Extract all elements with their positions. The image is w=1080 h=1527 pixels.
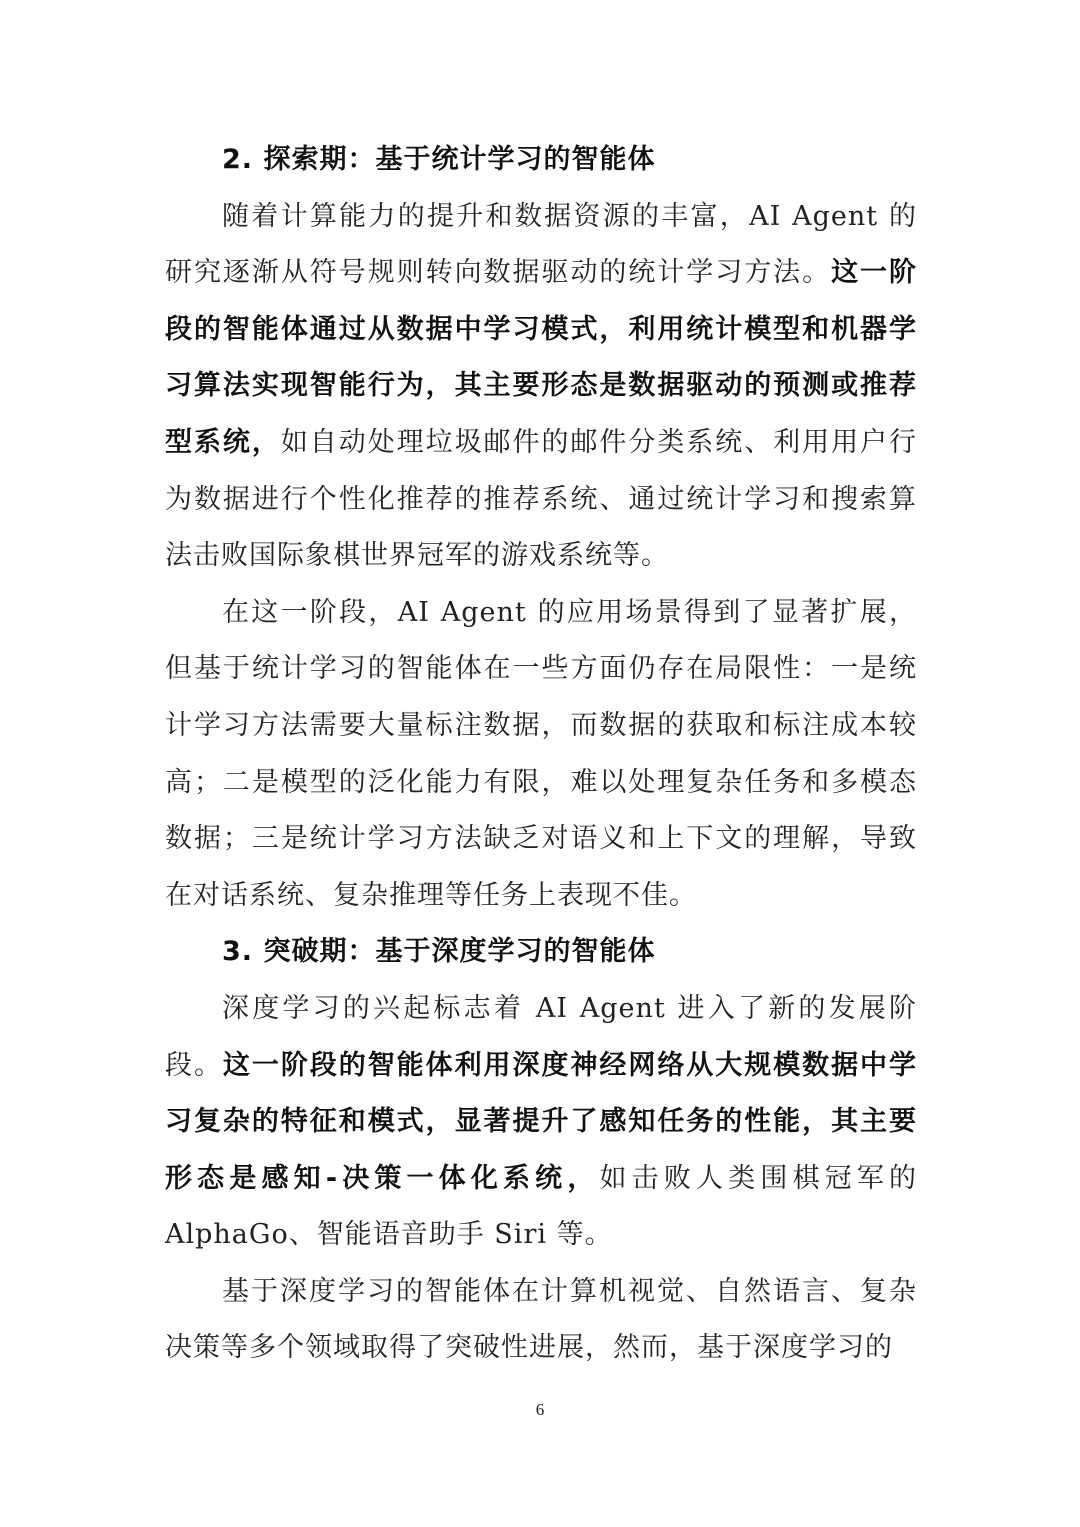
paragraph-text: 随着计算能力的提升和数据资源的丰富，AI Agent 的研究逐渐从符号规则转向数据驱动的统计学习方法。 bbox=[165, 200, 917, 289]
page-number: 6 bbox=[535, 1400, 545, 1419]
paragraph-deep-learning-intro bbox=[165, 981, 917, 1264]
section-heading-breakthrough: 3. 突破期：基于深度学习的智能体 bbox=[222, 936, 656, 968]
page-body bbox=[165, 132, 917, 1377]
paragraph-text: 深度学习的兴起标志着 AI Agent 进入了新的发展阶段。 bbox=[165, 992, 917, 1081]
paragraph-text: 如自动处理垃圾邮件的邮件分类系统、利用用户行为数据进行个性化推荐的推荐系统、通过统计学习和搜索算法击败国际象棋世界冠军的游戏系统等。 bbox=[165, 426, 918, 572]
paragraph-deep-learning-progress: 基于深度学习的智能体在计算机视觉、自然语言、复杂决策等多个领域取得了突破性进展，然而，基于深度学习的 bbox=[165, 1275, 917, 1364]
paragraph-statistical-learning-intro bbox=[165, 189, 917, 585]
paragraph-statistical-learning-limitations: 在这一阶段，AI Agent 的应用场景得到了显著扩展，但基于统计学习的智能体在一些方面仍存在局限性：一是统计学习方法需要大量标注数据，而数据的获取和标注成本较高；二是模型的泛化能力有限，难以处理复杂任务和多模态数据；三是统计学习方法缺乏对语义和上下文的理解，导致在对话系统、复杂推理等任务上表现不佳。 bbox=[165, 596, 917, 911]
paragraph-text: 如击败人类围棋冠军的 AlphaGo、智能语音助手 Siri 等。 bbox=[165, 1162, 917, 1251]
bold-emphasis-text: 这一阶段的智能体通过从数据中学习模式，利用统计模型和机器学习算法实现智能行为，其主要形态是数据驱动的预测或推荐型系统， bbox=[165, 257, 918, 458]
bold-emphasis-text: 这一阶段的智能体利用深度神经网络从大规模数据中学习复杂的特征和模式，显著提升了感知任务的性能，其主要形态是感知-决策一体化系统， bbox=[165, 1049, 918, 1194]
section-heading-exploration: 2. 探索期：基于统计学习的智能体 bbox=[222, 144, 656, 175]
